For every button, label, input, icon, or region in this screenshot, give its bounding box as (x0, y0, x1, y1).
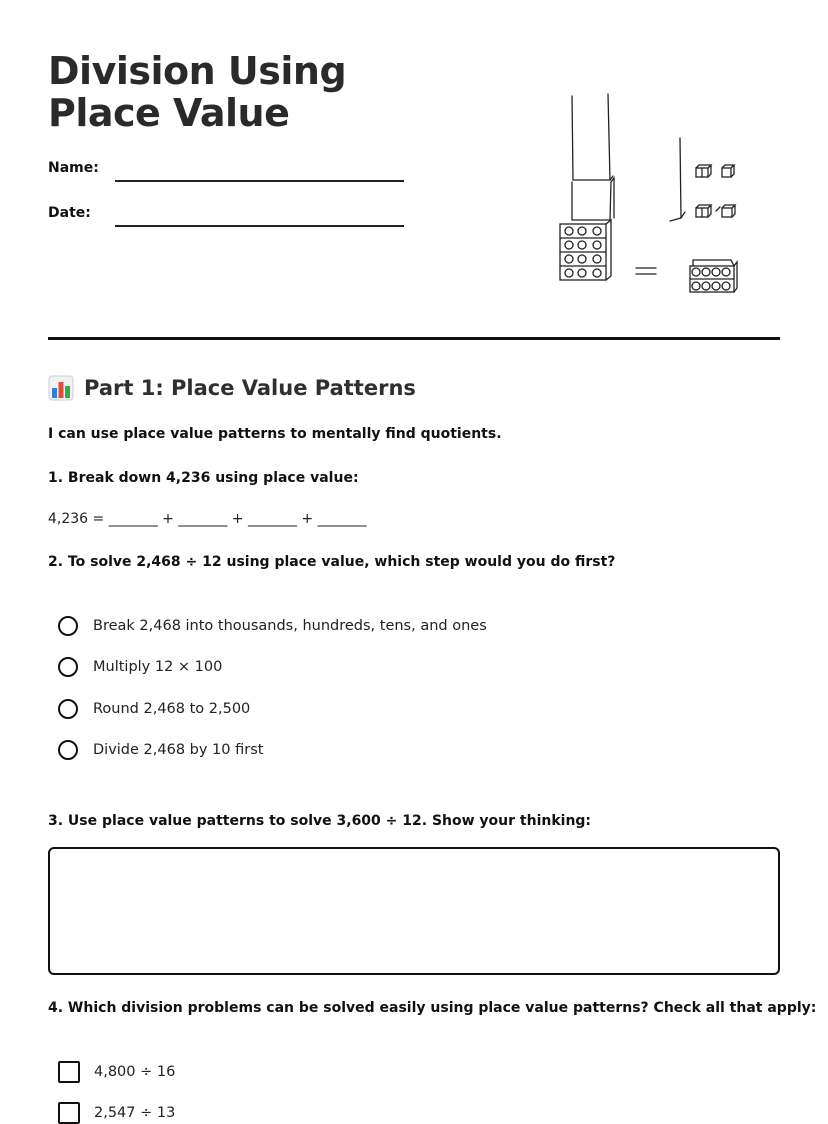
question-2-option[interactable] (58, 740, 263, 760)
radio-button[interactable] (58, 699, 78, 719)
question-2-prompt: 2. To solve 2,468 ÷ 12 using place value, which step would you do first? (48, 554, 616, 570)
question-1-prompt: 1. Break down 4,236 using place value: (48, 470, 359, 486)
option-label: 4,800 ÷ 16 (94, 1064, 176, 1080)
learning-goal: I can use place value patterns to mentally find quotients. (48, 426, 502, 442)
checkbox[interactable] (58, 1061, 80, 1083)
option-label: 2,547 ÷ 13 (94, 1105, 176, 1121)
date-label: Date: (48, 205, 91, 221)
question-4-option[interactable] (58, 1061, 175, 1083)
option-label: Break 2,468 into thousands, hundreds, tens, and ones (93, 618, 487, 634)
worksheet-title: Division Using Place Value (48, 49, 347, 135)
name-label: Name: (48, 160, 99, 176)
bar-chart-icon (48, 375, 74, 401)
radio-button[interactable] (58, 740, 78, 760)
date-field[interactable] (115, 225, 404, 227)
name-field[interactable] (115, 180, 404, 182)
checkbox[interactable] (58, 1102, 80, 1124)
header-divider (48, 337, 780, 340)
place-value-blocks-illustration (556, 90, 756, 300)
question-3-answer-box[interactable] (48, 847, 780, 975)
option-label: Divide 2,468 by 10 first (93, 742, 264, 758)
part1-heading-text: Part 1: Place Value Patterns (84, 376, 416, 400)
radio-button[interactable] (58, 616, 78, 636)
question-2-option[interactable] (58, 699, 250, 719)
question-4-option[interactable] (58, 1102, 175, 1124)
question-4-prompt: 4. Which division problems can be solved easily using place value patterns? Check all that apply: (48, 1000, 817, 1016)
part1-heading (48, 375, 416, 401)
question-2-option[interactable] (58, 616, 487, 636)
question-3-prompt: 3. Use place value patterns to solve 3,600 ÷ 12. Show your thinking: (48, 813, 592, 829)
question-1-equation[interactable]: 4,236 = _______ + _______ + _______ + _______ (48, 511, 367, 527)
question-2-option[interactable] (58, 657, 222, 677)
radio-button[interactable] (58, 657, 78, 677)
option-label: Multiply 12 × 100 (93, 659, 223, 675)
option-label: Round 2,468 to 2,500 (93, 701, 251, 717)
